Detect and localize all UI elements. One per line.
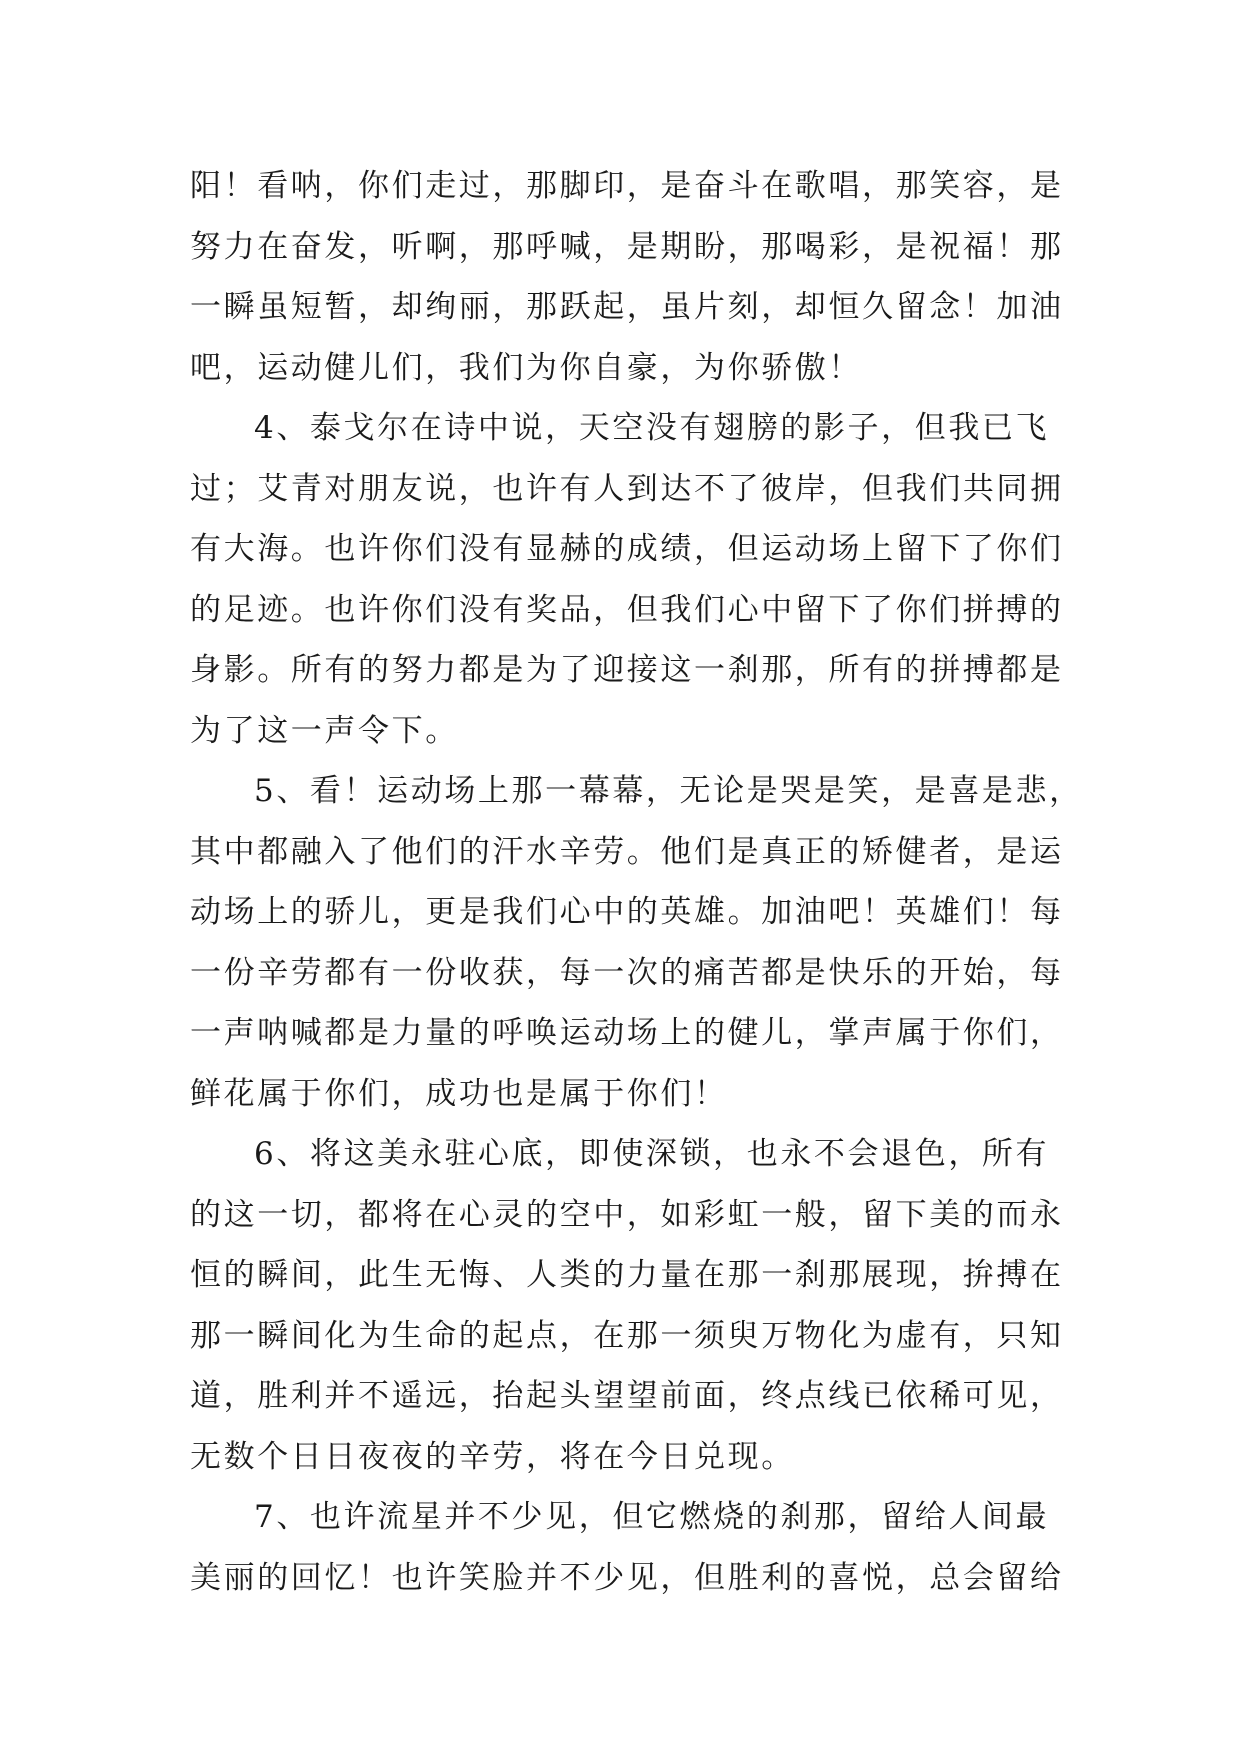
text-line: 过；艾青对朋友说，也许有人到达不了彼岸，但我们共同拥 [190,470,1064,507]
text-line: 身影。所有的努力都是为了迎接这一刹那，所有的拼搏都是 [190,652,1064,688]
text-line: 动场上的骄儿，更是我们心中的英雄。加油吧！英雄们！每 [190,894,1064,930]
text-line: 道，胜利并不遥远，抬起头望望前面，终点线已依稀可见， [190,1378,1064,1414]
text-line: 恒的瞬间，此生无悔、人类的力量在那一刹那展现，拚搏在 [190,1257,1064,1293]
paragraph-start-4: 4、泰戈尔在诗中说，天空没有翅膀的影子，但我已飞 [254,410,1050,446]
text-line: 无数个日日夜夜的辛劳，将在今日兑现。 [190,1438,795,1475]
text-line: 那一瞬间化为生命的起点，在那一须臾万物化为虚有，只知 [190,1317,1064,1354]
text-line: 吧，运动健儿们，我们为你自豪，为你骄傲！ [190,349,862,386]
text-line: 有大海。也许你们没有显赫的成绩，但运动场上留下了你们 [190,531,1064,567]
paragraph-start-5: 5、看！运动场上那一幕幕，无论是哭是笑，是喜是悲， [254,773,1083,809]
document-body [190,156,1083,1608]
paragraph-start-6: 6、将这美永驻心底，即使深锁，也永不会退色，所有 [254,1136,1050,1172]
text-line: 其中都融入了他们的汗水辛劳。他们是真正的矫健者，是运 [190,833,1064,870]
text-line: 阳！看呐，你们走过，那脚印，是奋斗在歌唱，那笑容，是 [190,168,1064,204]
text-line: 努力在奋发，听啊，那呼喊，是期盼，那喝彩，是祝福！那 [190,228,1064,265]
paragraph-start-7: 7、也许流星并不少见，但它燃烧的刹那，留给人间最 [254,1499,1050,1535]
text-line: 为了这一声令下。 [190,712,459,749]
text-line: 一声呐喊都是力量的呼唤运动场上的健儿，掌声属于你们， [190,1015,1064,1051]
text-line: 的足迹。也许你们没有奖品，但我们心中留下了你们拼搏的 [190,591,1064,628]
text-line: 一份辛劳都有一份收获，每一次的痛苦都是快乐的开始，每 [190,954,1064,991]
text-line: 的这一切，都将在心灵的空中，如彩虹一般，留下美的而永 [190,1196,1064,1233]
text-line: 鲜花属于你们，成功也是属于你们！ [190,1075,728,1112]
text-line: 美丽的回忆！也许笑脸并不少见，但胜利的喜悦，总会留给 [190,1559,1064,1596]
text-line: 一瞬虽短暂，却绚丽，那跃起，虽片刻，却恒久留念！加油 [190,289,1064,325]
